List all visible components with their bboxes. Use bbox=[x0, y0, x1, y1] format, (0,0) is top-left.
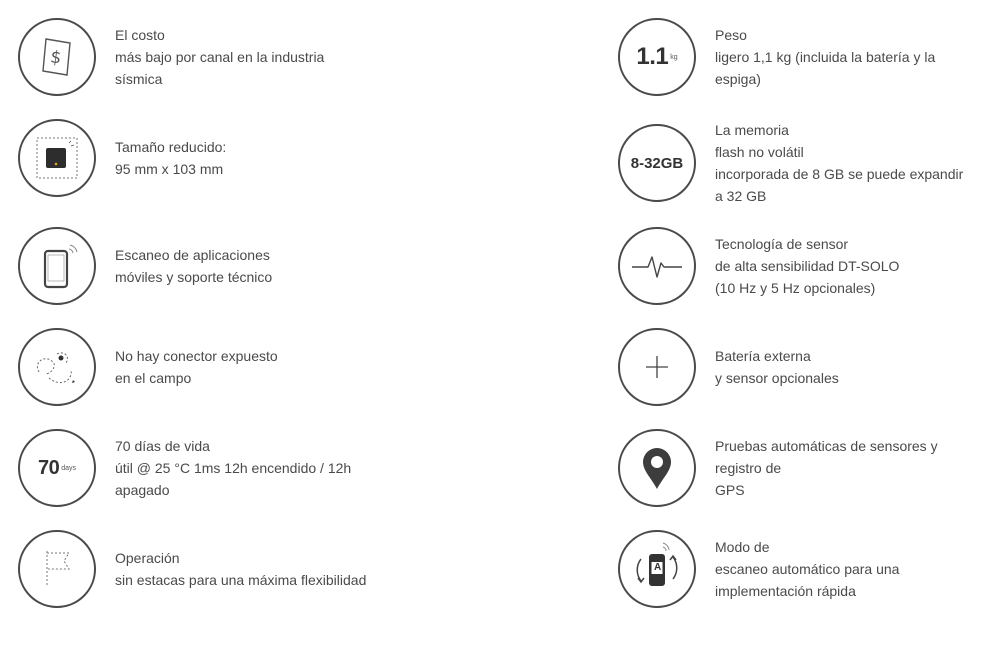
gps-line: registro de bbox=[715, 460, 782, 476]
feature-weight bbox=[618, 18, 935, 96]
autoscan-text bbox=[715, 536, 899, 602]
cost-line: más bajo por canal en la industria bbox=[115, 49, 325, 65]
battery-line: y sensor opcionales bbox=[715, 370, 839, 386]
phone-wireless-icon bbox=[35, 241, 79, 291]
cost-text bbox=[115, 24, 324, 90]
sensor-line: (10 Hz y 5 Hz opcionales) bbox=[715, 280, 876, 296]
feature-memory bbox=[618, 119, 963, 207]
cost-line: El costo bbox=[115, 27, 165, 43]
weight-number: 1.1 bbox=[636, 43, 669, 70]
node-device-icon bbox=[35, 136, 79, 180]
memory-line: La memoria bbox=[715, 122, 789, 138]
memory-line: a 32 GB bbox=[715, 188, 767, 204]
connector-line: No hay conector expuesto bbox=[115, 348, 278, 364]
autoscan-letter: A bbox=[654, 562, 662, 573]
connector-text bbox=[115, 345, 278, 389]
gps-circle bbox=[618, 429, 696, 507]
cost-line: sísmica bbox=[115, 71, 163, 87]
sensor-text bbox=[715, 233, 899, 299]
sensor-circle bbox=[618, 227, 696, 305]
sensor-line: Tecnología de sensor bbox=[715, 236, 849, 252]
weight-line: ligero 1,1 kg (incluida la batería y la bbox=[715, 49, 936, 65]
plus-icon bbox=[645, 355, 669, 379]
autoscan-circle bbox=[618, 530, 696, 608]
stakes-text bbox=[115, 547, 366, 591]
no-connector-icon bbox=[31, 344, 83, 390]
cost-circle bbox=[18, 18, 96, 96]
gps-line: Pruebas automáticas de sensores y bbox=[715, 438, 938, 454]
size-line: 95 mm x 103 mm bbox=[115, 161, 224, 177]
feature-mobile bbox=[18, 227, 272, 305]
weight-unit: kg bbox=[670, 53, 678, 61]
life-circle bbox=[18, 429, 96, 507]
size-line: Tamaño reducido: bbox=[115, 139, 227, 155]
connector-line: en el campo bbox=[115, 370, 192, 386]
feature-autoscan bbox=[618, 530, 899, 608]
autoscan-line: escaneo automático para una bbox=[715, 561, 900, 577]
map-pin-icon bbox=[640, 445, 674, 491]
weight-text bbox=[715, 24, 935, 90]
memory-label: 8-32GB bbox=[630, 154, 684, 172]
memory-line: flash no volátil bbox=[715, 144, 804, 160]
battery-circle bbox=[618, 328, 696, 406]
battery-line: Batería externa bbox=[715, 348, 811, 364]
waveform-icon bbox=[630, 251, 684, 281]
flag-icon bbox=[37, 547, 77, 591]
battery-text bbox=[715, 345, 839, 389]
autoscan-line: implementación rápida bbox=[715, 583, 856, 599]
mobile-text bbox=[115, 244, 272, 288]
stakes-circle bbox=[18, 530, 96, 608]
connector-circle bbox=[18, 328, 96, 406]
size-circle bbox=[18, 119, 96, 197]
feature-stakes bbox=[18, 530, 366, 608]
memory-line: incorporada de 8 GB se puede expandir bbox=[715, 166, 964, 182]
size-text bbox=[115, 136, 226, 180]
feature-size bbox=[18, 119, 226, 197]
life-text bbox=[115, 435, 351, 501]
weight-line: espiga) bbox=[715, 71, 761, 87]
life-unit: days bbox=[61, 464, 77, 472]
life-line: 70 días de vida bbox=[115, 438, 210, 454]
autoscan-line: Modo de bbox=[715, 539, 770, 555]
mobile-circle bbox=[18, 227, 96, 305]
feature-cost bbox=[18, 18, 324, 96]
gps-text bbox=[715, 435, 938, 501]
stakes-line: sin estacas para una máxima flexibilidad bbox=[115, 572, 367, 588]
life-line: apagado bbox=[115, 482, 170, 498]
gps-line: GPS bbox=[715, 482, 745, 498]
feature-connector bbox=[18, 328, 278, 406]
memory-circle bbox=[618, 124, 696, 202]
stakes-line: Operación bbox=[115, 550, 180, 566]
mobile-line: Escaneo de aplicaciones bbox=[115, 247, 270, 263]
svg-text:$: $ bbox=[49, 47, 63, 69]
feature-gps bbox=[618, 429, 938, 507]
memory-text bbox=[715, 119, 963, 207]
feature-battery bbox=[618, 328, 839, 406]
life-number: 70 bbox=[37, 456, 60, 479]
sensor-line: de alta sensibilidad DT-SOLO bbox=[715, 258, 900, 274]
feature-life bbox=[18, 429, 351, 507]
weight-circle bbox=[618, 18, 696, 96]
life-line: útil @ 25 °C 1ms 12h encendido / 12h bbox=[115, 460, 352, 476]
weight-line: Peso bbox=[715, 27, 747, 43]
feature-sensor bbox=[618, 227, 899, 305]
dollar-paper-icon bbox=[37, 35, 77, 79]
mobile-line: móviles y soporte técnico bbox=[115, 269, 273, 285]
